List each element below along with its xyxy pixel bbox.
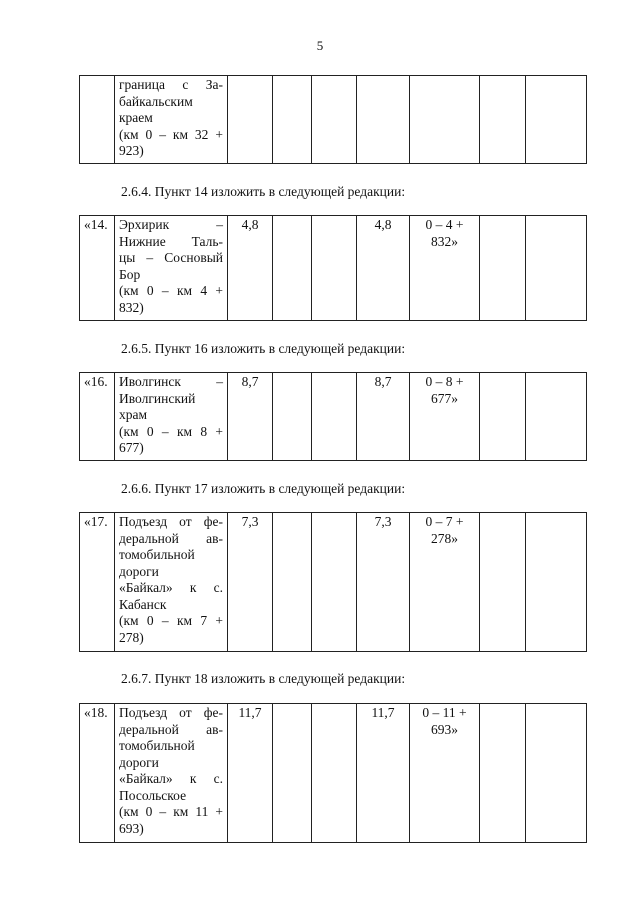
- table-cell: 0 – 11 + 693»: [410, 704, 480, 843]
- table-cell: [312, 216, 357, 321]
- table-cell: [526, 704, 587, 843]
- road-name-line: дороги: [119, 563, 159, 579]
- road-name-line: байкальским: [119, 93, 193, 109]
- table-cell: [312, 704, 357, 843]
- item-number-cell: «14.: [80, 216, 115, 321]
- table-cell: [480, 513, 526, 652]
- table-cell: 7,3: [228, 513, 273, 652]
- section-heading: 2.6.6. Пункт 17 изложить в следующей редакции:: [121, 481, 406, 496]
- table-cell: 4,8: [357, 216, 410, 321]
- section-heading: 2.6.4. Пункт 14 изложить в следующей редакции:: [121, 184, 406, 199]
- table-cell: [526, 76, 587, 164]
- table-cell: 0 – 8 + 677»: [410, 373, 480, 461]
- road-name-cell: [115, 373, 228, 461]
- road-name-line: Подъезд от фе-: [119, 514, 223, 529]
- road-name-line: (км 0 – км 32 +: [119, 126, 223, 142]
- road-name-line: граница с За-: [119, 77, 223, 92]
- table-cell: [312, 373, 357, 461]
- table-cell: 11,7: [357, 704, 410, 843]
- table-cell: [273, 76, 312, 164]
- item-number-cell: «16.: [80, 373, 115, 461]
- road-name-cell: [115, 216, 228, 321]
- road-table-item-16: [79, 372, 587, 461]
- page-number: 5: [316, 38, 324, 53]
- table-cell: [480, 76, 526, 164]
- road-name-line: Иволгинск –: [119, 374, 223, 389]
- table-cell: [480, 704, 526, 843]
- road-name-cell: [115, 76, 228, 164]
- road-table-item-17: [79, 512, 587, 652]
- road-name-line: (км 0 – км 8 +: [119, 423, 223, 439]
- road-name-line: краем: [119, 110, 153, 125]
- table-cell: [526, 373, 587, 461]
- table-cell: [273, 373, 312, 461]
- table-cell: [357, 76, 410, 164]
- table-cell: [480, 216, 526, 321]
- road-table-continuation: [79, 75, 587, 164]
- item-number-cell: «17.: [80, 513, 115, 652]
- table-cell: 4,8: [228, 216, 273, 321]
- table-row: [80, 704, 587, 843]
- road-table-item-14: [79, 215, 587, 321]
- road-name-line: цы – Сосновый: [119, 250, 223, 265]
- road-name-line: храм: [119, 407, 148, 422]
- table-cell: 8,7: [228, 373, 273, 461]
- table-cell: [312, 513, 357, 652]
- road-name-line: Кабанск: [119, 596, 167, 612]
- road-name-line: (км 0 – км 4 +: [119, 283, 223, 298]
- road-name-line: 923): [119, 143, 144, 158]
- road-name-line: 693): [119, 820, 144, 836]
- table-row: [80, 373, 587, 461]
- road-name-line: (км 0 – км 11 +: [119, 804, 223, 819]
- road-table-item-18: [79, 703, 587, 843]
- road-name-line: Эрхирик –: [119, 217, 223, 232]
- road-name-line: деральной ав-: [119, 530, 223, 546]
- road-name-line: томобильной: [119, 547, 195, 562]
- table-cell: [480, 373, 526, 461]
- road-name-cell: [115, 704, 228, 843]
- table-cell: [526, 513, 587, 652]
- table-cell: 0 – 4 + 832»: [410, 216, 480, 321]
- road-name-line: Иволгинский: [119, 390, 196, 406]
- table-row: [80, 216, 587, 321]
- road-name-line: деральной ав-: [119, 721, 223, 737]
- section-heading: 2.6.7. Пункт 18 изложить в следующей редакции:: [121, 671, 406, 686]
- road-name-line: 677): [119, 440, 144, 455]
- table-cell: 0 – 7 + 278»: [410, 513, 480, 652]
- table-row: [80, 76, 587, 164]
- road-name-line: 278): [119, 629, 144, 645]
- table-cell: [273, 513, 312, 652]
- road-name-line: дороги: [119, 754, 159, 770]
- table-row: [80, 513, 587, 652]
- table-cell: [526, 216, 587, 321]
- table-cell: [312, 76, 357, 164]
- table-cell: [228, 76, 273, 164]
- road-name-line: Подъезд от фе-: [119, 705, 223, 720]
- road-name-line: Нижние Таль-: [119, 233, 223, 249]
- road-name-line: «Байкал» к с.: [119, 771, 223, 786]
- table-cell: 7,3: [357, 513, 410, 652]
- road-name-line: 832): [119, 299, 144, 315]
- table-cell: [410, 76, 480, 164]
- table-cell: 11,7: [228, 704, 273, 843]
- road-name-line: Посольское: [119, 787, 187, 803]
- table-cell: [273, 704, 312, 843]
- road-name-line: Бор: [119, 266, 141, 282]
- item-number-cell: «18.: [80, 704, 115, 843]
- road-name-line: (км 0 – км 7 +: [119, 613, 223, 628]
- table-cell: [273, 216, 312, 321]
- road-name-line: томобильной: [119, 738, 195, 753]
- table-cell: 8,7: [357, 373, 410, 461]
- item-number-cell: [80, 76, 115, 164]
- road-name-line: «Байкал» к с.: [119, 580, 223, 595]
- road-name-cell: [115, 513, 228, 652]
- section-heading: 2.6.5. Пункт 16 изложить в следующей редакции:: [121, 341, 406, 356]
